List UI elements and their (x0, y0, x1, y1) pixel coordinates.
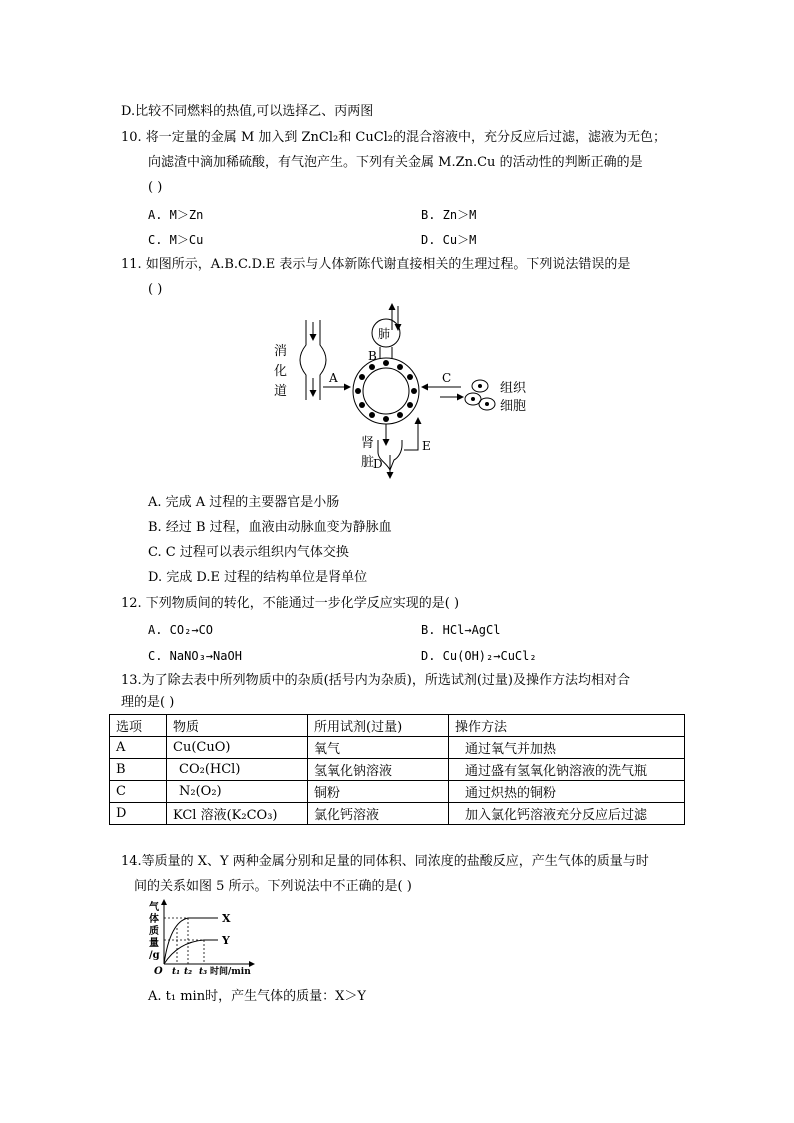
ylabel-char-1: 气 (149, 902, 159, 913)
table-cell: N₂(O₂) (167, 781, 308, 803)
table-cell: 氯化钙溶液 (308, 803, 449, 825)
q12-option-c: C. NaNO₃→NaOH (148, 649, 242, 663)
q13-table (109, 714, 685, 825)
tick-t3: t₃ (199, 967, 208, 977)
label-c: C (442, 371, 452, 385)
tick-t1: t₁ (172, 967, 181, 977)
q10-stem-line2: 向滤渣中滴加稀硫酸，有气泡产生。下列有关金属 M.Zn.Cu 的活动性的判断正确的是 (148, 155, 643, 170)
digestive-label-2: 化 (274, 364, 288, 379)
tick-t2: t₂ (184, 967, 193, 977)
arrow-e (404, 418, 418, 450)
q12-stem: 12. 下列物质间的转化，不能通过一步化学反应实现的是( ) (121, 596, 460, 611)
table-cell: 氢氧化钠溶液 (308, 759, 449, 781)
table-cell: 通过氧气并加热 (449, 737, 685, 759)
q13-stem-line2: 理的是( ) (121, 695, 175, 710)
series-x-label: X (222, 912, 231, 925)
digestive-label-3: 道 (274, 384, 288, 399)
q14-stem-line1: 14.等质量的 X、Y 两种金属分别和足量的同体积、同浓度的盐酸反应，产生气体的质量与时 (121, 854, 649, 869)
table-cell: 铜粉 (308, 781, 449, 803)
q12-option-a: A. CO₂→CO (148, 623, 214, 637)
series-y-label: Y (222, 934, 230, 947)
q10-option-c: C. M＞Cu (148, 233, 204, 247)
tissue-label-1: 组织 (500, 381, 527, 396)
table-header-row (110, 715, 685, 737)
q11-option-d: D. 完成 D.E 过程的结构单位是肾单位 (148, 570, 368, 585)
origin-label: O (154, 966, 163, 977)
header-option: 选项 (110, 715, 167, 737)
table-row (110, 759, 685, 781)
table-row (110, 737, 685, 759)
q10-option-b: B. Zn＞M (421, 208, 477, 222)
table-cell: D (110, 803, 167, 825)
q11-answer-blank: ( ) (148, 282, 163, 297)
gas-mass-time-graph (140, 898, 270, 978)
table-cell: 通过炽热的铜粉 (449, 781, 685, 803)
ylabel-char-5: /g (149, 950, 160, 961)
table-cell: 加入氯化钙溶液充分反应后过滤 (449, 803, 685, 825)
q12-option-b: B. HCl→AgCl (421, 623, 501, 637)
q11-stem-line1: 11. 如图所示，A.B.C.D.E 表示与人体新陈代谢直接相关的生理过程。下列说法错误的是 (121, 257, 631, 272)
label-a: A (329, 371, 338, 385)
q14-option-a: A. t₁ min时，产生气体的质量：X＞Y (148, 989, 366, 1004)
q10-answer-blank: ( ) (148, 180, 163, 195)
blood-circulation-ring (353, 358, 419, 424)
table-cell: B (110, 759, 167, 781)
circulation-diagram (268, 300, 538, 480)
table-cell: 氧气 (308, 737, 449, 759)
table-cell: 通过盛有氢氧化钠溶液的洗气瓶 (449, 759, 685, 781)
table-row (110, 803, 685, 825)
header-method: 操作方法 (449, 715, 685, 737)
q9-option-d: D.比较不同燃料的热值,可以选择乙、丙两图 (121, 104, 374, 119)
table-cell: Cu(CuO) (167, 737, 308, 759)
series-x-curve (164, 918, 218, 964)
label-d: D (373, 457, 383, 471)
q10-stem-line1: 10. 将一定量的金属 M 加入到 ZnCl₂和 CuCl₂的混合溶液中，充分反应后过滤，滤液为无色； (121, 130, 667, 145)
kidney-label-1: 肾 (361, 436, 375, 451)
ylabel-char-3: 质 (149, 926, 159, 937)
q11-option-b: B. 经过 B 过程，血液由动脉血变为静脉血 (148, 520, 392, 535)
q11-option-a: A. 完成 A 过程的主要器官是小肠 (148, 495, 340, 510)
kidney-label-2: 脏 (361, 455, 375, 470)
q10-option-a: A. M＞Zn (148, 208, 204, 222)
q13-stem-line1: 13.为了除去表中所列物质中的杂质(括号内为杂质)，所选试剂(过量)及操作方法均相对合 (121, 673, 630, 688)
header-substance: 物质 (167, 715, 308, 737)
table-cell: C (110, 781, 167, 803)
ylabel-char-4: 量 (149, 938, 159, 949)
kidney (361, 424, 402, 478)
digestive-tract (274, 320, 326, 400)
lung-label: 肺 (378, 327, 391, 341)
table-row (110, 781, 685, 803)
label-e: E (422, 439, 431, 453)
table-cell: CO₂(HCl) (167, 759, 308, 781)
series-y-curve (164, 940, 218, 964)
q11-option-c: C. C 过程可以表示组织内气体交换 (148, 545, 349, 560)
table-cell: KCl 溶液(K₂CO₃) (167, 803, 308, 825)
q10-option-d: D. Cu＞M (421, 233, 477, 247)
label-b: B (368, 349, 377, 363)
header-reagent: 所用试剂(过量) (308, 715, 449, 737)
digestive-label-1: 消 (274, 344, 288, 359)
q14-stem-line2: 间的关系如图 5 所示。下列说法中不正确的是( ) (134, 879, 412, 894)
tissue-cells (465, 380, 527, 414)
xlabel: 时间/min (210, 967, 251, 977)
ylabel-char-2: 体 (149, 914, 159, 925)
tissue-label-2: 细胞 (500, 399, 527, 414)
table-cell: A (110, 737, 167, 759)
q12-option-d: D. Cu(OH)₂→CuCl₂ (421, 649, 537, 663)
